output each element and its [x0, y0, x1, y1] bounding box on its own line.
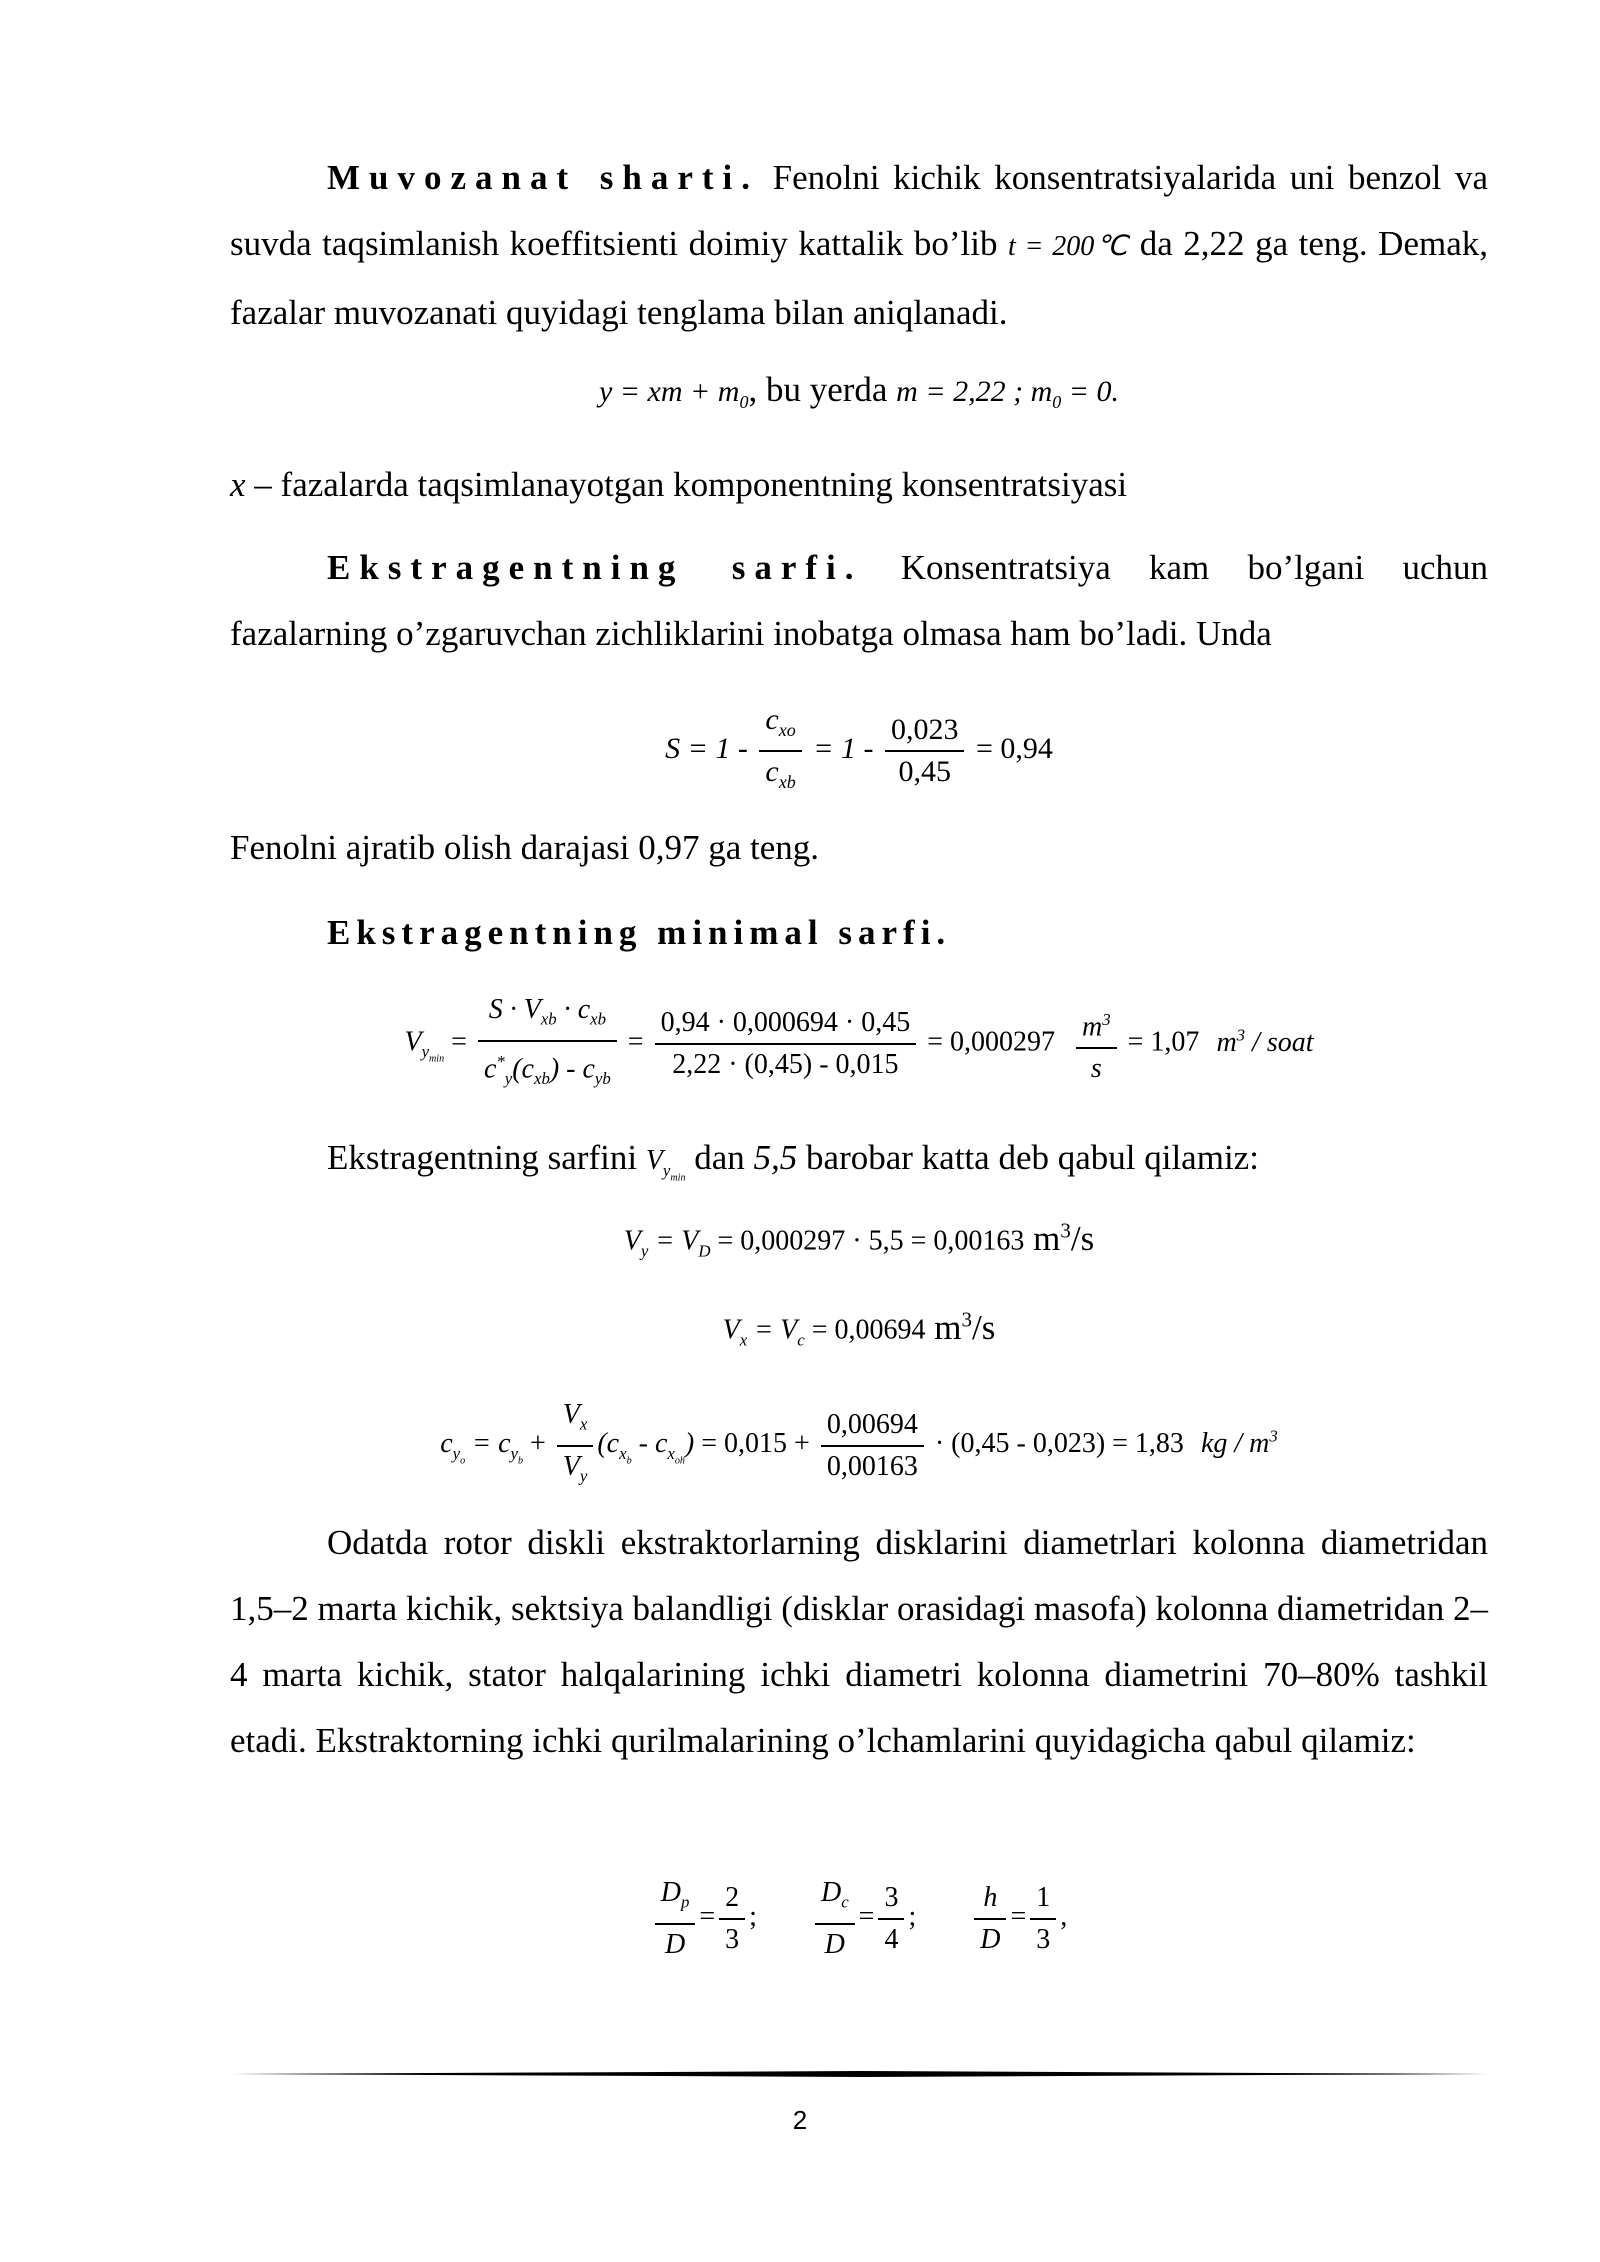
flow-factor-value: 5,5: [753, 1138, 798, 1177]
eq7-f1-val-den: 3: [725, 1923, 740, 1955]
eq1-params: m = 2,22 ; m: [896, 375, 1053, 408]
eq3-unit-den: s: [1090, 1052, 1102, 1084]
eq3-den-sub: y: [504, 1068, 513, 1088]
eq3-lhs-sub: y: [421, 1042, 430, 1062]
eq5-mid: = V: [747, 1314, 798, 1346]
eq3-unit-num-sup: 3: [1102, 1009, 1111, 1029]
eq7-sep-2: ;: [908, 1901, 917, 1933]
eq2-num: c: [765, 703, 779, 736]
equation-min-flow: $V_{y_{min}}$ = $\frac{S \cdot V_{xb} \cdot c_{xb}}{c^*_y(c_{xb}) - c_{yb}}$ = $\frac{0,94 \cdot 0,000694 \cdot 0,45}{2,22 \cdot (0,45) - 0,015}$ = 0,000297 $\frac{m^3}{s}$ = 1,07 $m^3$ / soat: [230, 990, 1488, 1099]
eq6-den2: 0,00163: [826, 1450, 918, 1482]
eq6-fraction-2: [821, 1405, 924, 1487]
eq6-den: V: [562, 1450, 580, 1482]
eq2-lhs: S = 1 -: [665, 731, 748, 765]
eq3-fraction-2: [655, 1003, 917, 1085]
equation-extraction-degree: [230, 700, 1488, 802]
eq4-rest: = 0,000297 · 5,5 = 0,00163: [710, 1225, 1025, 1257]
eq5-rest: = 0,00694: [804, 1314, 926, 1346]
eq3-lhs: V: [404, 1026, 422, 1058]
eq6-lhs-subsub: o: [460, 1454, 466, 1466]
temperature-value: t = 200℃: [1007, 231, 1130, 262]
heading-equilibrium: Muvozanat sharti.: [327, 158, 760, 197]
eq3-num: S · V: [488, 994, 541, 1025]
equation-equilibrium: [230, 370, 1488, 413]
eq3-den: c: [483, 1052, 497, 1084]
eq2-num-sub: xo: [778, 720, 796, 740]
paragraph-equilibrium: [230, 145, 1488, 346]
equation-cy0: [230, 1395, 1488, 1496]
paragraph-flow-factor: [230, 1125, 1488, 1211]
eq3-lhs-subsub: min: [429, 1053, 445, 1065]
eq6-paren-sub: x: [619, 1443, 627, 1463]
paragraph-extragent-flow: [230, 535, 1488, 667]
eq3-num2: 0,94 · 0,000694 · 0,45: [655, 1003, 917, 1045]
flow-factor-before: Ekstragentning sarfini: [327, 1138, 646, 1177]
eq4-unit: m: [1024, 1218, 1061, 1258]
eq3-unit2-sup: 3: [1236, 1025, 1246, 1045]
eq7-f1-num-sub: p: [680, 1892, 690, 1912]
eq4-mid: = V: [648, 1225, 699, 1257]
eq3-result: = 0,000297: [927, 1026, 1056, 1058]
eq6-sub2: y: [510, 1443, 518, 1463]
eq3-den-sup: *: [496, 1051, 505, 1071]
eq7-value-dp: [719, 1878, 745, 1960]
eq3-den2: 2,22 · (0,45) - 0,015: [672, 1049, 899, 1081]
eq7-f2-den: D: [824, 1928, 845, 1960]
eq7-f1-val-num: 2: [719, 1878, 745, 1920]
eq3-unit2: m: [1216, 1026, 1237, 1058]
eq6-num2: 0,00694: [821, 1405, 924, 1447]
eq7-f2-val-den: 4: [884, 1923, 899, 1955]
text-equilibrium-2: da 2,22 ga teng. Demak, fazalar muvozanati quyidagi tenglama bilan aniqlanadi.: [230, 224, 1488, 332]
text-equilibrium-1: Fenolni kichik konsentratsiyalarida uni benzol va suvda taqsimlanish koeffitsienti doimiy kattalik bo’lib: [230, 158, 1488, 263]
flow-factor-var-sub: y: [662, 1160, 671, 1180]
eq2-den-sub: xb: [778, 772, 796, 792]
eq3-den-arg-sub: xb: [534, 1068, 550, 1088]
eq7-f2-num-sub: c: [841, 1892, 849, 1912]
eq6-paren-end: ): [684, 1428, 695, 1460]
page-number: 2: [792, 2105, 808, 2135]
eq7-f3-val-num: 1: [1030, 1878, 1056, 1920]
eq3-unit-fraction: [1076, 1000, 1117, 1089]
eq3-num-mid: · c: [556, 994, 591, 1025]
sentence-extraction-degree: Fenolni ajratib olish darajasi 0,97 ga teng.: [230, 828, 820, 867]
eq6-subsub2: b: [517, 1454, 523, 1466]
eq3-fraction-1: [478, 990, 617, 1099]
eq6-mid: = 0,015 +: [694, 1428, 810, 1460]
eq7-ratio-h: [974, 1878, 1006, 1960]
equation-dimension-ratios: $\frac{D_p}{D}$ = $\frac{2}{3}$ ; $\frac{D_c}{D}$ = $\frac{3}{4}$ ; $\frac{h}{D}$ = $\frac{1}{3}$ ,: [230, 1873, 1488, 1965]
eq6-lhs-sub: y: [452, 1443, 461, 1463]
flow-factor-after: barobar katta deb qabul qilamiz:: [797, 1138, 1259, 1177]
eq2-result: = 0,94: [975, 731, 1053, 765]
heading-extragent-flow: Ekstragentning sarfi.: [327, 548, 863, 587]
footer-divider: [232, 2071, 1490, 2077]
eq7-value-dc: [878, 1878, 904, 1960]
eq6-paren: (c: [597, 1428, 620, 1460]
eq4-unit-tail: /s: [1070, 1218, 1095, 1258]
eq1-formula: y = xm + m: [598, 375, 740, 408]
definition-text: – fazalarda taqsimlanayotgan komponentning konsentratsiyasi: [245, 465, 1128, 504]
paragraph-extraction-degree: [230, 815, 1488, 881]
eq6-unit: kg / m: [1200, 1428, 1270, 1460]
eq7-f1-num: D: [660, 1877, 681, 1908]
eq6-paren-subsub: b: [626, 1454, 632, 1466]
eq5-sub2: c: [797, 1330, 805, 1350]
eq6-eq: = c: [465, 1428, 511, 1460]
eq6-num-sub: x: [579, 1414, 588, 1434]
eq1-params-tail: = 0.: [1061, 375, 1119, 408]
eq6-unit-sup: 3: [1269, 1426, 1278, 1446]
eq4-formula: V: [623, 1225, 641, 1257]
text-extragent-flow: Konsentratsiya kam bo’lgani uchun fazalarning o’zgaruvchan zichliklarini inobatga olmasa ham bo’ladi. Unda: [230, 548, 1488, 653]
eq2-den2: 0,45: [898, 755, 951, 788]
eq7-sep-1: ;: [749, 1901, 757, 1933]
eq6-den-sub: y: [579, 1466, 588, 1486]
eq3-num-sub1: xb: [540, 1009, 557, 1029]
eq6-num: V: [562, 1399, 580, 1430]
paragraph-rotor-disks: [230, 1510, 1488, 1774]
eq7-ratio-dp: [655, 1873, 696, 1965]
flow-factor-var-subsub: min: [670, 1171, 686, 1183]
eq6-plus: +: [523, 1428, 546, 1460]
definition-var: x: [230, 465, 246, 504]
eq6-paren-mid: - c: [631, 1428, 668, 1460]
eq3-den-arg: (c: [512, 1052, 534, 1084]
eq5-unit-tail: /s: [971, 1307, 996, 1347]
eq4-unit-sup: 3: [1060, 1218, 1071, 1242]
eq7-f2-num: D: [820, 1877, 842, 1908]
eq6-fraction-1: [557, 1395, 594, 1496]
eq3-den-tail: ) - c: [549, 1052, 595, 1084]
flow-factor-middle: dan: [685, 1138, 754, 1177]
eq2-den: c: [765, 755, 779, 788]
eq6-paren-sub2: x: [667, 1443, 675, 1463]
eq7-end: ,: [1060, 1901, 1068, 1933]
eq2-num2: 0,023: [885, 710, 965, 752]
eq1-sub-2: 0: [1052, 392, 1062, 412]
eq6-tail: · (0,45 - 0,023) = 1,83: [934, 1428, 1184, 1460]
equation-vx: [230, 1307, 1488, 1350]
eq3-num-sub2: xb: [590, 1009, 606, 1029]
eq2-fraction-2: [885, 710, 965, 792]
eq7-f3-val-den: 3: [1036, 1923, 1051, 1955]
eq1-sub: 0: [739, 392, 749, 412]
eq3-unit2-tail: / soat: [1245, 1026, 1314, 1058]
eq7-f3-num: h: [974, 1878, 1006, 1920]
eq7-ratio-dc: [815, 1873, 855, 1965]
eq7-f2-val-num: 3: [878, 1878, 904, 1920]
eq5-sub1: x: [739, 1330, 748, 1350]
eq7-value-h: [1030, 1878, 1056, 1960]
eq3-result2: = 1,07: [1127, 1026, 1200, 1058]
eq3-den-tail-sub: yb: [594, 1068, 611, 1088]
eq4-sub2: D: [698, 1241, 711, 1261]
eq7-f1-den: D: [664, 1928, 686, 1960]
eq2-mid: = 1 -: [813, 731, 874, 765]
equation-vy: [230, 1218, 1488, 1261]
eq5-unit: m: [925, 1307, 962, 1347]
eq2-fraction-1: [759, 700, 801, 802]
eq5-unit-sup: 3: [961, 1307, 972, 1331]
flow-factor-var: V: [645, 1145, 663, 1176]
eq5-formula: V: [722, 1314, 740, 1346]
paragraph-definition: [230, 452, 1488, 518]
eq6-paren-subsub2: oh: [674, 1454, 685, 1466]
eq6-lhs: c: [440, 1428, 453, 1460]
eq1-sep: , bu yerda: [748, 370, 897, 409]
eq3-unit-num: m: [1082, 1010, 1103, 1042]
eq4-sub1: y: [640, 1241, 649, 1261]
text-rotor-disks: Odatda rotor diskli ekstraktorlarning disklarini diametrlari kolonna diametridan 1,5–2 marta kichik, sektsiya balandligi (disklar orasidagi masofa) kolonna diametridan 2–4 marta kichik, stator halqalarining ichki diametri kolonna diametrini 70–80% tashkil etadi. Ekstraktorning ichki qurilmalarining o’lchamlarini quyidagicha qabul qilamiz:: [230, 1523, 1488, 1760]
heading-min-flow: Ekstragentning minimal sarfi.: [327, 913, 952, 952]
eq7-f3-den: D: [980, 1923, 1001, 1955]
paragraph-min-flow-heading: [230, 900, 1488, 966]
